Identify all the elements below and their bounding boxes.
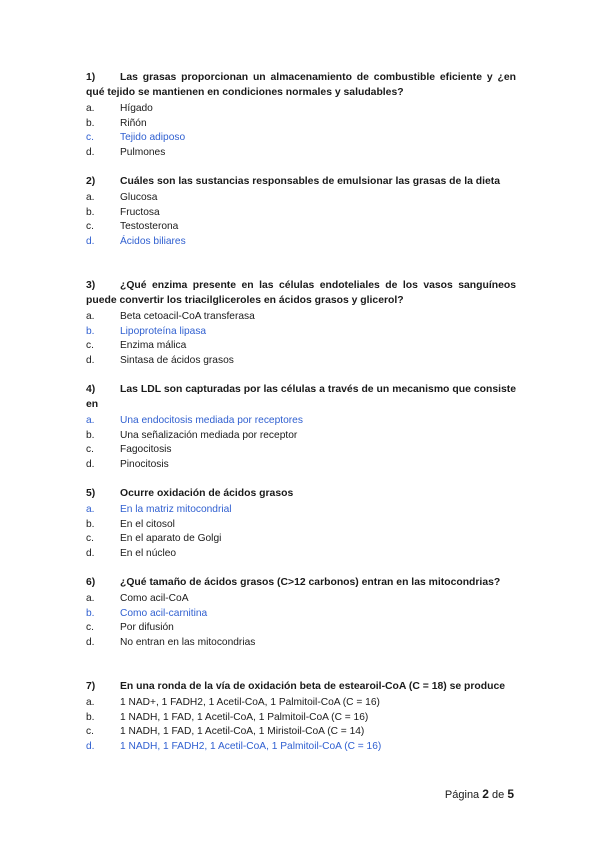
- option-letter: d.: [86, 636, 95, 648]
- option-letter: a.: [86, 103, 95, 114]
- question-block: [86, 679, 516, 754]
- option-text: Fagocitosis: [120, 444, 172, 456]
- question-number: 1): [86, 72, 96, 83]
- option-text: Fructosa: [120, 206, 160, 218]
- option-letter: a.: [86, 311, 95, 322]
- option-letter: c.: [86, 444, 94, 456]
- option-letter: a.: [86, 697, 95, 708]
- question-text: Cuáles son las sustancias responsables de emulsionar las grasas de la dieta: [120, 176, 501, 187]
- option-letter: c.: [86, 726, 94, 738]
- option-text: Por difusión: [120, 622, 174, 634]
- option-letter: d.: [86, 146, 95, 158]
- option-text: Una señalización mediada por receptor: [120, 429, 298, 441]
- option-text: En la matriz mitocondrial: [120, 504, 232, 515]
- footer-page-label: Página: [444, 789, 480, 801]
- option-text: 1 NADH, 1 FAD, 1 Acetil-CoA, 1 Palmitoil-CoA (C = 16): [120, 711, 369, 723]
- option-letter: b.: [86, 325, 95, 337]
- question-text: En una ronda de la vía de oxidación beta de estearoil-CoA (C = 18) se produce: [120, 681, 506, 692]
- option-text: Pinocitosis: [120, 458, 169, 470]
- question-number: 4): [86, 384, 96, 395]
- answer-options: [86, 696, 516, 754]
- answer-options: [86, 102, 516, 160]
- option-text: Una endocitosis mediada por receptores: [120, 415, 303, 426]
- answer-option-correct: [86, 607, 516, 622]
- footer-current-page: 2: [482, 787, 489, 801]
- option-letter: a.: [86, 415, 95, 426]
- question-heading: [86, 70, 516, 100]
- option-letter: c.: [86, 340, 94, 352]
- option-letter: c.: [86, 221, 94, 233]
- answer-option-correct: [86, 235, 516, 250]
- option-letter: d.: [86, 458, 95, 470]
- option-text: No entran en las mitocondrias: [120, 636, 256, 648]
- option-letter: a.: [86, 504, 95, 515]
- answer-option: [86, 429, 516, 444]
- question-block: [86, 278, 516, 368]
- question-number: 2): [86, 176, 96, 187]
- question-text: ¿Qué tamaño de ácidos grasos (C>12 carbonos) entran en las mitocondrias?: [120, 577, 501, 588]
- option-text: 1 NAD+, 1 FADH2, 1 Acetil-CoA, 1 Palmitoil-CoA (C = 16): [120, 697, 380, 708]
- option-letter: c.: [86, 622, 94, 634]
- answer-option-correct: [86, 503, 516, 518]
- option-letter: c.: [86, 132, 94, 144]
- option-letter: c.: [86, 533, 94, 545]
- question-heading: [86, 174, 516, 189]
- answer-option: [86, 220, 516, 235]
- option-text: Testosterona: [120, 221, 179, 233]
- option-text: Tejido adiposo: [120, 132, 186, 144]
- answer-option: [86, 711, 516, 726]
- answer-option-correct: [86, 740, 516, 755]
- option-letter: a.: [86, 593, 95, 604]
- option-text: En el aparato de Golgi: [120, 533, 222, 545]
- option-letter: d.: [86, 354, 95, 366]
- answer-option: [86, 518, 516, 533]
- question-number: 5): [86, 488, 96, 499]
- answer-option: [86, 310, 516, 325]
- option-text: 1 NADH, 1 FADH2, 1 Acetil-CoA, 1 Palmitoil-CoA (C = 16): [120, 740, 382, 752]
- question-number: 3): [86, 280, 96, 291]
- footer-total-pages: 5: [507, 787, 514, 801]
- option-text: Lipoproteína lipasa: [120, 325, 207, 337]
- option-letter: b.: [86, 117, 95, 129]
- option-text: Hígado: [120, 103, 153, 114]
- question-heading: [86, 278, 516, 308]
- page-footer: [445, 787, 514, 801]
- question-heading: [86, 575, 516, 590]
- answer-options: [86, 191, 516, 249]
- option-text: Como acil-carnitina: [120, 607, 208, 619]
- question-block: [86, 382, 516, 472]
- answer-option-correct: [86, 325, 516, 340]
- answer-option-correct: [86, 414, 516, 429]
- answer-option: [86, 592, 516, 607]
- answer-option: [86, 339, 516, 354]
- answer-option: [86, 621, 516, 636]
- option-letter: b.: [86, 607, 95, 619]
- answer-option-correct: [86, 131, 516, 146]
- answer-option: [86, 532, 516, 547]
- option-text: Ácidos biliares: [120, 235, 186, 247]
- question-text: Ocurre oxidación de ácidos grasos: [120, 488, 294, 499]
- answer-option: [86, 117, 516, 132]
- answer-options: [86, 414, 516, 472]
- option-letter: d.: [86, 740, 95, 752]
- question-heading: [86, 486, 516, 501]
- question-text: Las LDL son capturadas por las células a través de un mecanismo que consiste en: [86, 384, 516, 410]
- answer-options: [86, 592, 516, 650]
- question-block: [86, 174, 516, 249]
- option-text: 1 NADH, 1 FAD, 1 Acetil-CoA, 1 Miristoil-CoA (C = 14): [120, 726, 365, 738]
- option-text: En el citosol: [120, 518, 175, 530]
- answer-option: [86, 547, 516, 562]
- option-letter: b.: [86, 518, 95, 530]
- answer-option: [86, 458, 516, 473]
- answer-option: [86, 725, 516, 740]
- option-letter: d.: [86, 235, 95, 247]
- question-block: [86, 575, 516, 650]
- option-letter: a.: [86, 192, 95, 203]
- option-text: Glucosa: [120, 192, 158, 203]
- answer-option: [86, 191, 516, 206]
- option-text: Enzima málica: [120, 340, 187, 352]
- question-block: [86, 486, 516, 561]
- footer-separator: de: [492, 789, 505, 801]
- answer-options: [86, 310, 516, 368]
- option-letter: b.: [86, 711, 95, 723]
- answer-option: [86, 636, 516, 651]
- answer-option: [86, 102, 516, 117]
- option-text: Beta cetoacil-CoA transferasa: [120, 311, 255, 322]
- option-letter: b.: [86, 206, 95, 218]
- option-text: Sintasa de ácidos grasos: [120, 354, 234, 366]
- answer-option: [86, 146, 516, 161]
- answer-options: [86, 503, 516, 561]
- option-text: Como acil-CoA: [120, 593, 189, 604]
- answer-option: [86, 354, 516, 369]
- option-text: Riñón: [120, 117, 147, 129]
- answer-option: [86, 206, 516, 221]
- question-number: 7): [86, 681, 96, 692]
- question-number: 6): [86, 577, 96, 588]
- option-letter: b.: [86, 429, 95, 441]
- answer-option: [86, 696, 516, 711]
- question-text: ¿Qué enzima presente en las células endoteliales de los vasos sanguíneos puede convertir los triacilgliceroles en ácidos grasos y glicerol?: [86, 280, 516, 306]
- question-heading: [86, 382, 516, 412]
- question-heading: [86, 679, 516, 694]
- option-letter: d.: [86, 547, 95, 559]
- option-text: Pulmones: [120, 146, 166, 158]
- option-text: En el núcleo: [120, 547, 177, 559]
- answer-option: [86, 443, 516, 458]
- question-block: [86, 70, 516, 160]
- question-text: Las grasas proporcionan un almacenamiento de combustible eficiente y ¿en qué tejido se mantienen en condiciones normales y saludables?: [86, 72, 516, 98]
